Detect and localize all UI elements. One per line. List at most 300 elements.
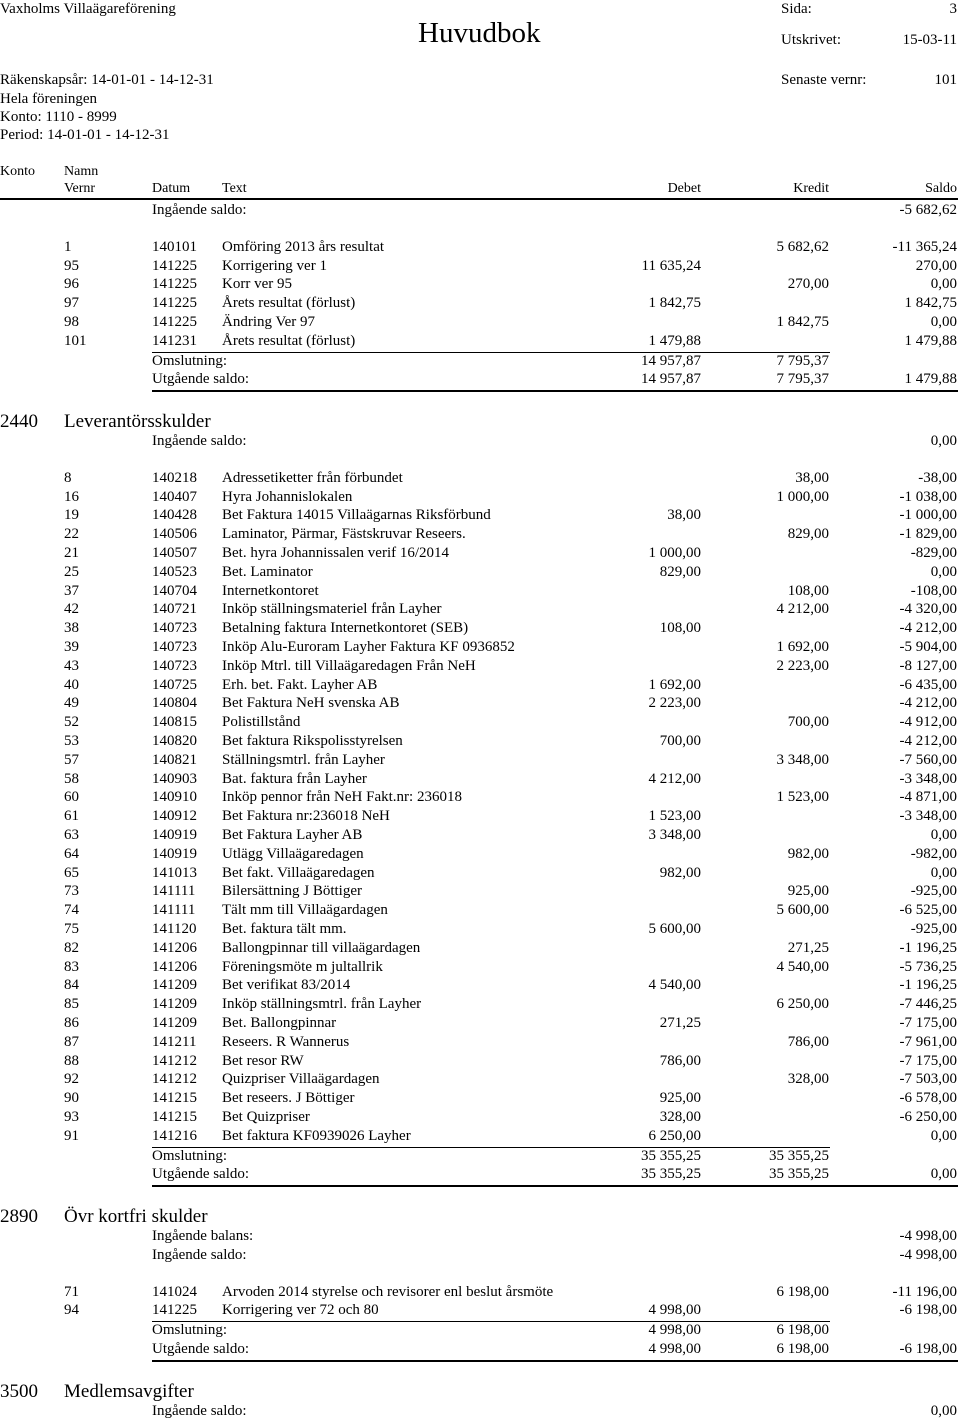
page-label: Sida: <box>781 1 812 17</box>
opening-saldo-label: Ingående saldo: <box>152 433 247 449</box>
ver-date: 140821 <box>152 751 197 768</box>
ver-kredit: 108,00 <box>787 582 829 599</box>
ver-saldo: -4 320,00 <box>899 601 957 618</box>
ver-number: 84 <box>64 977 79 994</box>
printed-date: 15-03-11 <box>902 32 957 48</box>
closing-debet: 35 355,25 <box>641 1166 701 1183</box>
ver-debet: 925,00 <box>659 1090 701 1107</box>
ver-kredit: 700,00 <box>787 714 829 731</box>
ver-text: Laminator, Pärmar, Fästskruvar Reseers. <box>222 526 466 543</box>
ver-debet: 2 223,00 <box>648 695 701 712</box>
ver-number: 53 <box>64 733 79 749</box>
ver-saldo: -4 212,00 <box>899 695 957 712</box>
table-row <box>0 1301 960 1320</box>
ver-date: 141212 <box>152 1052 197 1069</box>
ver-text: Bet verifikat 83/2014 <box>222 977 351 994</box>
closing-debet: 4 998,00 <box>648 1341 701 1357</box>
opening-saldo-label: Ingående saldo: <box>152 202 247 218</box>
ver-text: Polistillstånd <box>222 714 301 731</box>
ver-text: Bet Faktura nr:236018 NeH <box>222 808 390 825</box>
ver-saldo: -5 736,25 <box>899 958 957 975</box>
ver-number: 91 <box>64 1127 79 1144</box>
col-vernr: Vernr <box>64 181 96 196</box>
ver-saldo: -6 198,00 <box>899 1302 957 1319</box>
ver-date: 141215 <box>152 1109 197 1125</box>
ver-kredit: 6 250,00 <box>776 996 829 1013</box>
closing-row <box>0 370 960 389</box>
ver-number: 65 <box>64 864 79 881</box>
ver-date: 141225 <box>152 257 197 274</box>
opening-saldo-row <box>0 201 960 220</box>
ver-text: Inköp Mtrl. till Villaägaredagen Från NeH <box>222 657 476 674</box>
opening-saldo-value: 0,00 <box>930 433 957 449</box>
ver-text: Inköp ställningsmtrl. från Layher <box>222 996 422 1013</box>
ver-debet: 700,00 <box>659 733 701 749</box>
ver-saldo: -6 525,00 <box>899 902 957 919</box>
account-name: Medlemsavgifter <box>64 1381 194 1402</box>
ver-saldo: -6 578,00 <box>899 1090 957 1107</box>
ver-text: Årets resultat (förlust) <box>222 295 356 312</box>
table-row <box>0 544 960 563</box>
turnover-kredit: 6 198,00 <box>776 1322 829 1339</box>
table-row <box>0 1089 960 1108</box>
ver-saldo: 1 842,75 <box>904 295 957 312</box>
ver-date: 140507 <box>152 545 197 561</box>
col-namn: Namn <box>64 164 99 179</box>
fiscal-year: Räkenskapsår: 14-01-01 - 14-12-31 <box>0 72 214 88</box>
ver-date: 141215 <box>152 1090 197 1107</box>
ver-kredit: 1 692,00 <box>776 639 829 655</box>
opening-saldo-row <box>0 1402 960 1421</box>
ver-date: 141225 <box>152 276 197 293</box>
table-row <box>0 770 960 789</box>
turnover-label: Omslutning: <box>152 1322 228 1339</box>
turnover-kredit: 35 355,25 <box>769 1147 829 1164</box>
org-name: Vaxholms Villaägareförening <box>0 1 176 17</box>
ver-debet: 1 479,88 <box>648 332 701 349</box>
ver-number: 37 <box>64 582 79 599</box>
table-row <box>0 582 960 601</box>
ver-date: 140723 <box>152 620 197 637</box>
turnover-debet: 4 998,00 <box>648 1322 701 1339</box>
ver-kredit: 982,00 <box>787 845 829 862</box>
col-saldo: Saldo <box>925 181 957 196</box>
account-number: 2440 <box>0 411 38 432</box>
ver-text: Bet. Laminator <box>222 563 313 580</box>
ver-number: 86 <box>64 1015 79 1031</box>
ver-debet: 1 523,00 <box>648 808 701 825</box>
ver-date: 141111 <box>152 902 196 919</box>
ver-saldo: 1 479,88 <box>904 332 957 349</box>
table-row <box>0 638 960 657</box>
turnover-label: Omslutning: <box>152 1147 228 1164</box>
closing-debet: 14 957,87 <box>641 371 701 388</box>
ver-kredit: 270,00 <box>787 276 829 293</box>
table-row <box>0 294 960 313</box>
ver-number: 63 <box>64 827 79 843</box>
ver-text: Betalning faktura Internetkontoret (SEB) <box>222 620 469 637</box>
ver-text: Hyra Johannislokalen <box>222 488 353 505</box>
opening-saldo-label: Ingående saldo: <box>152 1403 247 1419</box>
turnover-kredit: 7 795,37 <box>776 352 829 369</box>
ver-number: 85 <box>64 996 79 1013</box>
ver-saldo: -108,00 <box>910 582 957 599</box>
ver-debet: 829,00 <box>659 563 701 580</box>
table-row <box>0 313 960 332</box>
closing-saldo: 0,00 <box>930 1166 957 1183</box>
ver-saldo: -925,00 <box>910 883 957 900</box>
ver-date: 140523 <box>152 563 197 580</box>
ver-date: 140723 <box>152 639 197 655</box>
ver-number: 93 <box>64 1109 79 1125</box>
ver-date: 140428 <box>152 507 197 524</box>
ver-number: 95 <box>64 257 79 274</box>
table-row <box>0 1070 960 1089</box>
ver-text: Bet. faktura tält mm. <box>222 921 347 937</box>
table-row <box>0 713 960 732</box>
ver-saldo: -3 348,00 <box>899 770 957 787</box>
scope: Hela föreningen <box>0 91 98 107</box>
last-ver-number: 101 <box>934 72 957 88</box>
ver-number: 97 <box>64 295 79 312</box>
turnover-debet: 35 355,25 <box>641 1147 701 1164</box>
ver-date: 141120 <box>152 921 197 937</box>
ver-saldo: -5 904,00 <box>899 639 957 655</box>
opening-saldo-value: -4 998,00 <box>899 1246 957 1263</box>
ver-date: 141209 <box>152 1015 197 1031</box>
ver-saldo: -7 961,00 <box>899 1033 957 1050</box>
ver-text: Reseers. R Wannerus <box>222 1033 350 1050</box>
ver-number: 74 <box>64 902 79 919</box>
ver-kredit: 1 523,00 <box>776 789 829 806</box>
opening-saldo-row <box>0 432 960 451</box>
ver-number: 8 <box>64 469 72 486</box>
table-row <box>0 694 960 713</box>
ver-saldo: 0,00 <box>930 827 957 843</box>
ver-date: 141225 <box>152 1302 197 1319</box>
opening-saldo-row <box>0 1246 960 1265</box>
opening-saldo-label: Ingående saldo: <box>152 1246 247 1263</box>
ver-text: Omföring 2013 års resultat <box>222 238 385 255</box>
closing-row <box>0 1165 960 1184</box>
opening-balance-row <box>0 1227 960 1246</box>
report-title: Huvudbok <box>418 17 541 49</box>
ver-date: 140919 <box>152 845 197 862</box>
table-row <box>0 469 960 488</box>
ver-date: 141231 <box>152 332 197 349</box>
account-name: Övr kortfri skulder <box>64 1206 208 1227</box>
ver-date: 140804 <box>152 695 197 712</box>
table-row <box>0 600 960 619</box>
table-row <box>0 1127 960 1146</box>
ver-debet: 4 212,00 <box>648 770 701 787</box>
ver-number: 96 <box>64 276 79 293</box>
closing-label: Utgående saldo: <box>152 371 250 388</box>
ver-saldo: -7 446,25 <box>899 996 957 1013</box>
ver-number: 16 <box>64 488 79 505</box>
turnover-row <box>0 352 960 371</box>
ver-number: 82 <box>64 939 79 956</box>
ver-saldo: -1 196,25 <box>899 939 957 956</box>
ver-text: Internetkontoret <box>222 582 319 599</box>
ver-number: 52 <box>64 714 79 731</box>
turnover-label: Omslutning: <box>152 352 228 369</box>
table-row <box>0 901 960 920</box>
ver-text: Tält mm till Villaägardagen <box>222 902 388 919</box>
table-row <box>0 525 960 544</box>
ver-saldo: -4 912,00 <box>899 714 957 731</box>
table-row <box>0 1283 960 1302</box>
table-row <box>0 488 960 507</box>
table-row <box>0 332 960 351</box>
table-row <box>0 995 960 1014</box>
ver-number: 88 <box>64 1052 79 1069</box>
ver-number: 64 <box>64 845 79 862</box>
ver-debet: 1 692,00 <box>648 676 701 693</box>
opening-saldo-value: -5 682,62 <box>899 202 957 218</box>
ver-saldo: 0,00 <box>930 276 957 293</box>
ver-debet: 11 635,24 <box>641 257 701 274</box>
ver-date: 140815 <box>152 714 197 731</box>
ver-date: 141024 <box>152 1283 197 1300</box>
col-kredit: Kredit <box>793 181 829 196</box>
ver-text: Korrigering ver 1 <box>222 257 327 274</box>
ver-date: 141209 <box>152 996 197 1013</box>
ver-date: 140407 <box>152 488 197 505</box>
table-row <box>0 563 960 582</box>
ver-saldo: -829,00 <box>910 545 957 561</box>
ver-saldo: -1 196,25 <box>899 977 957 994</box>
ver-kredit: 5 600,00 <box>776 902 829 919</box>
col-text: Text <box>222 181 247 196</box>
ver-kredit: 786,00 <box>787 1033 829 1050</box>
closing-label: Utgående saldo: <box>152 1341 250 1357</box>
ver-text: Arvoden 2014 styrelse och revisorer enl beslut årsmöte <box>222 1283 554 1300</box>
ver-number: 83 <box>64 958 79 975</box>
ver-saldo: -7 560,00 <box>899 751 957 768</box>
ver-debet: 3 348,00 <box>648 827 701 843</box>
ver-kredit: 6 198,00 <box>776 1283 829 1300</box>
ver-saldo: -4 871,00 <box>899 789 957 806</box>
ver-text: Bet faktura Rikspolisstyrelsen <box>222 733 403 749</box>
ver-saldo: -7 503,00 <box>899 1071 957 1088</box>
ver-kredit: 4 212,00 <box>776 601 829 618</box>
ver-saldo: 0,00 <box>930 563 957 580</box>
ver-saldo: -925,00 <box>910 921 957 937</box>
ver-debet: 108,00 <box>659 620 701 637</box>
ver-date: 140903 <box>152 770 197 787</box>
ver-number: 22 <box>64 526 79 543</box>
closing-kredit: 35 355,25 <box>769 1166 829 1183</box>
ver-debet: 5 600,00 <box>648 921 701 937</box>
ver-debet: 786,00 <box>659 1052 701 1069</box>
ver-date: 140723 <box>152 657 197 674</box>
ver-number: 98 <box>64 314 79 330</box>
ver-kredit: 5 682,62 <box>776 238 829 255</box>
ver-date: 140820 <box>152 733 197 749</box>
last-ver-label: Senaste vernr: <box>781 72 867 88</box>
ver-kredit: 328,00 <box>787 1071 829 1088</box>
table-row <box>0 788 960 807</box>
ver-text: Bet Faktura 14015 Villaägarnas Riksförbund <box>222 507 491 524</box>
ver-kredit: 3 348,00 <box>776 751 829 768</box>
ver-text: Inköp pennor från NeH Fakt.nr: 236018 <box>222 789 462 806</box>
ver-kredit: 2 223,00 <box>776 657 829 674</box>
ver-text: Ändring Ver 97 <box>222 314 316 330</box>
ver-date: 140721 <box>152 601 197 618</box>
ver-date: 140101 <box>152 238 197 255</box>
closing-row <box>0 1340 960 1359</box>
ver-text: Bat. faktura från Layher <box>222 770 367 787</box>
ver-saldo: -38,00 <box>918 469 957 486</box>
ver-number: 75 <box>64 921 79 937</box>
ver-text: Ställningsmtrl. från Layher <box>222 751 385 768</box>
ver-saldo: -1 829,00 <box>899 526 957 543</box>
table-row <box>0 939 960 958</box>
ver-number: 21 <box>64 545 79 561</box>
ver-date: 141111 <box>152 883 196 900</box>
ver-date: 140912 <box>152 808 197 825</box>
page-number: 3 <box>949 1 957 17</box>
table-row <box>0 826 960 845</box>
ver-text: Inköp ställningsmateriel från Layher <box>222 601 442 618</box>
ver-saldo: -6 250,00 <box>899 1109 957 1125</box>
ver-number: 39 <box>64 639 79 655</box>
ver-date: 140218 <box>152 469 197 486</box>
ver-saldo: 0,00 <box>930 864 957 881</box>
ver-saldo: -982,00 <box>910 845 957 862</box>
ver-saldo: -4 212,00 <box>899 733 957 749</box>
ver-saldo: -11 365,24 <box>892 238 957 255</box>
ver-date: 141212 <box>152 1071 197 1088</box>
closing-label: Utgående saldo: <box>152 1166 250 1183</box>
account-range: Konto: 1110 - 8999 <box>0 109 117 125</box>
ver-number: 101 <box>64 332 87 349</box>
ver-number: 43 <box>64 657 79 674</box>
ver-date: 140704 <box>152 582 197 599</box>
ver-date: 141206 <box>152 939 197 956</box>
ver-kredit: 38,00 <box>795 469 829 486</box>
turnover-row <box>0 1321 960 1340</box>
ver-kredit: 1 000,00 <box>776 488 829 505</box>
ver-date: 141013 <box>152 864 197 881</box>
ver-kredit: 925,00 <box>787 883 829 900</box>
ver-number: 38 <box>64 620 79 637</box>
ver-saldo: -7 175,00 <box>899 1015 957 1031</box>
ver-date: 140919 <box>152 827 197 843</box>
table-row <box>0 257 960 276</box>
ver-kredit: 829,00 <box>787 526 829 543</box>
closing-saldo: 1 479,88 <box>904 371 957 388</box>
ver-date: 141211 <box>152 1033 197 1050</box>
ver-saldo: -3 348,00 <box>899 808 957 825</box>
ver-date: 141216 <box>152 1127 197 1144</box>
table-row <box>0 619 960 638</box>
ver-number: 19 <box>64 507 79 524</box>
table-row <box>0 732 960 751</box>
ver-kredit: 4 540,00 <box>776 958 829 975</box>
ver-text: Inköp Alu-Euroram Layher Faktura KF 0936852 <box>222 639 515 655</box>
ver-debet: 4 540,00 <box>648 977 701 994</box>
ver-text: Årets resultat (förlust) <box>222 332 356 349</box>
ver-text: Bet Faktura Layher AB <box>222 827 363 843</box>
ver-saldo: -1 000,00 <box>899 507 957 524</box>
table-row <box>0 751 960 770</box>
section-end-rule <box>152 390 958 392</box>
ver-date: 141209 <box>152 977 197 994</box>
ver-text: Bilersättning J Böttiger <box>222 883 362 900</box>
ver-date: 140725 <box>152 676 197 693</box>
header-rule <box>0 198 958 200</box>
turnover-row <box>0 1147 960 1166</box>
ver-saldo: -7 175,00 <box>899 1052 957 1069</box>
ver-text: Bet resor RW <box>222 1052 304 1069</box>
account-number: 2890 <box>0 1206 38 1227</box>
ver-text: Bet. Ballongpinnar <box>222 1015 337 1031</box>
ver-number: 71 <box>64 1283 79 1300</box>
table-row <box>0 864 960 883</box>
ver-number: 87 <box>64 1033 79 1050</box>
col-datum: Datum <box>152 181 191 196</box>
closing-kredit: 6 198,00 <box>776 1341 829 1357</box>
ver-number: 60 <box>64 789 79 806</box>
ver-date: 140910 <box>152 789 197 806</box>
ver-debet: 1 000,00 <box>648 545 701 561</box>
ver-debet: 271,25 <box>659 1015 701 1031</box>
ver-number: 94 <box>64 1302 79 1319</box>
ver-text: Bet faktura KF0939026 Layher <box>222 1127 411 1144</box>
ver-text: Ballongpinnar till villaägardagen <box>222 939 421 956</box>
ver-text: Bet Quizpriser <box>222 1109 310 1125</box>
ver-saldo: 0,00 <box>930 1127 957 1144</box>
ver-text: Bet Faktura NeH svenska AB <box>222 695 400 712</box>
ver-date: 141206 <box>152 958 197 975</box>
ver-number: 1 <box>64 238 72 255</box>
ver-kredit: 271,25 <box>787 939 829 956</box>
ver-number: 57 <box>64 751 79 768</box>
section-end-rule <box>152 1185 958 1187</box>
table-row <box>0 238 960 257</box>
ver-number: 92 <box>64 1071 79 1088</box>
col-debet: Debet <box>667 181 701 196</box>
ver-text: Korrigering ver 72 och 80 <box>222 1302 379 1319</box>
ver-text: Bet fakt. Villaägaredagen <box>222 864 375 881</box>
ver-number: 61 <box>64 808 79 825</box>
table-row <box>0 976 960 995</box>
ver-kredit: 1 842,75 <box>776 314 829 330</box>
ver-text: Bet. hyra Johannissalen verif 16/2014 <box>222 545 450 561</box>
table-row <box>0 807 960 826</box>
table-row <box>0 657 960 676</box>
closing-saldo: -6 198,00 <box>899 1341 957 1357</box>
table-row <box>0 845 960 864</box>
ver-saldo: -6 435,00 <box>899 676 957 693</box>
ver-saldo: 0,00 <box>930 314 957 330</box>
ver-text: Adressetiketter från förbundet <box>222 469 403 486</box>
section-end-rule <box>152 1360 958 1362</box>
ver-text: Föreningsmöte m jultallrik <box>222 958 383 975</box>
period: Period: 14-01-01 - 14-12-31 <box>0 127 170 143</box>
table-row <box>0 1052 960 1071</box>
ver-text: Erh. bet. Fakt. Layher AB <box>222 676 378 693</box>
ver-debet: 4 998,00 <box>648 1302 701 1319</box>
ver-number: 25 <box>64 563 79 580</box>
table-row <box>0 920 960 939</box>
ver-saldo: -11 196,00 <box>892 1283 957 1300</box>
ver-number: 42 <box>64 601 79 618</box>
table-row <box>0 275 960 294</box>
ver-saldo: -4 212,00 <box>899 620 957 637</box>
